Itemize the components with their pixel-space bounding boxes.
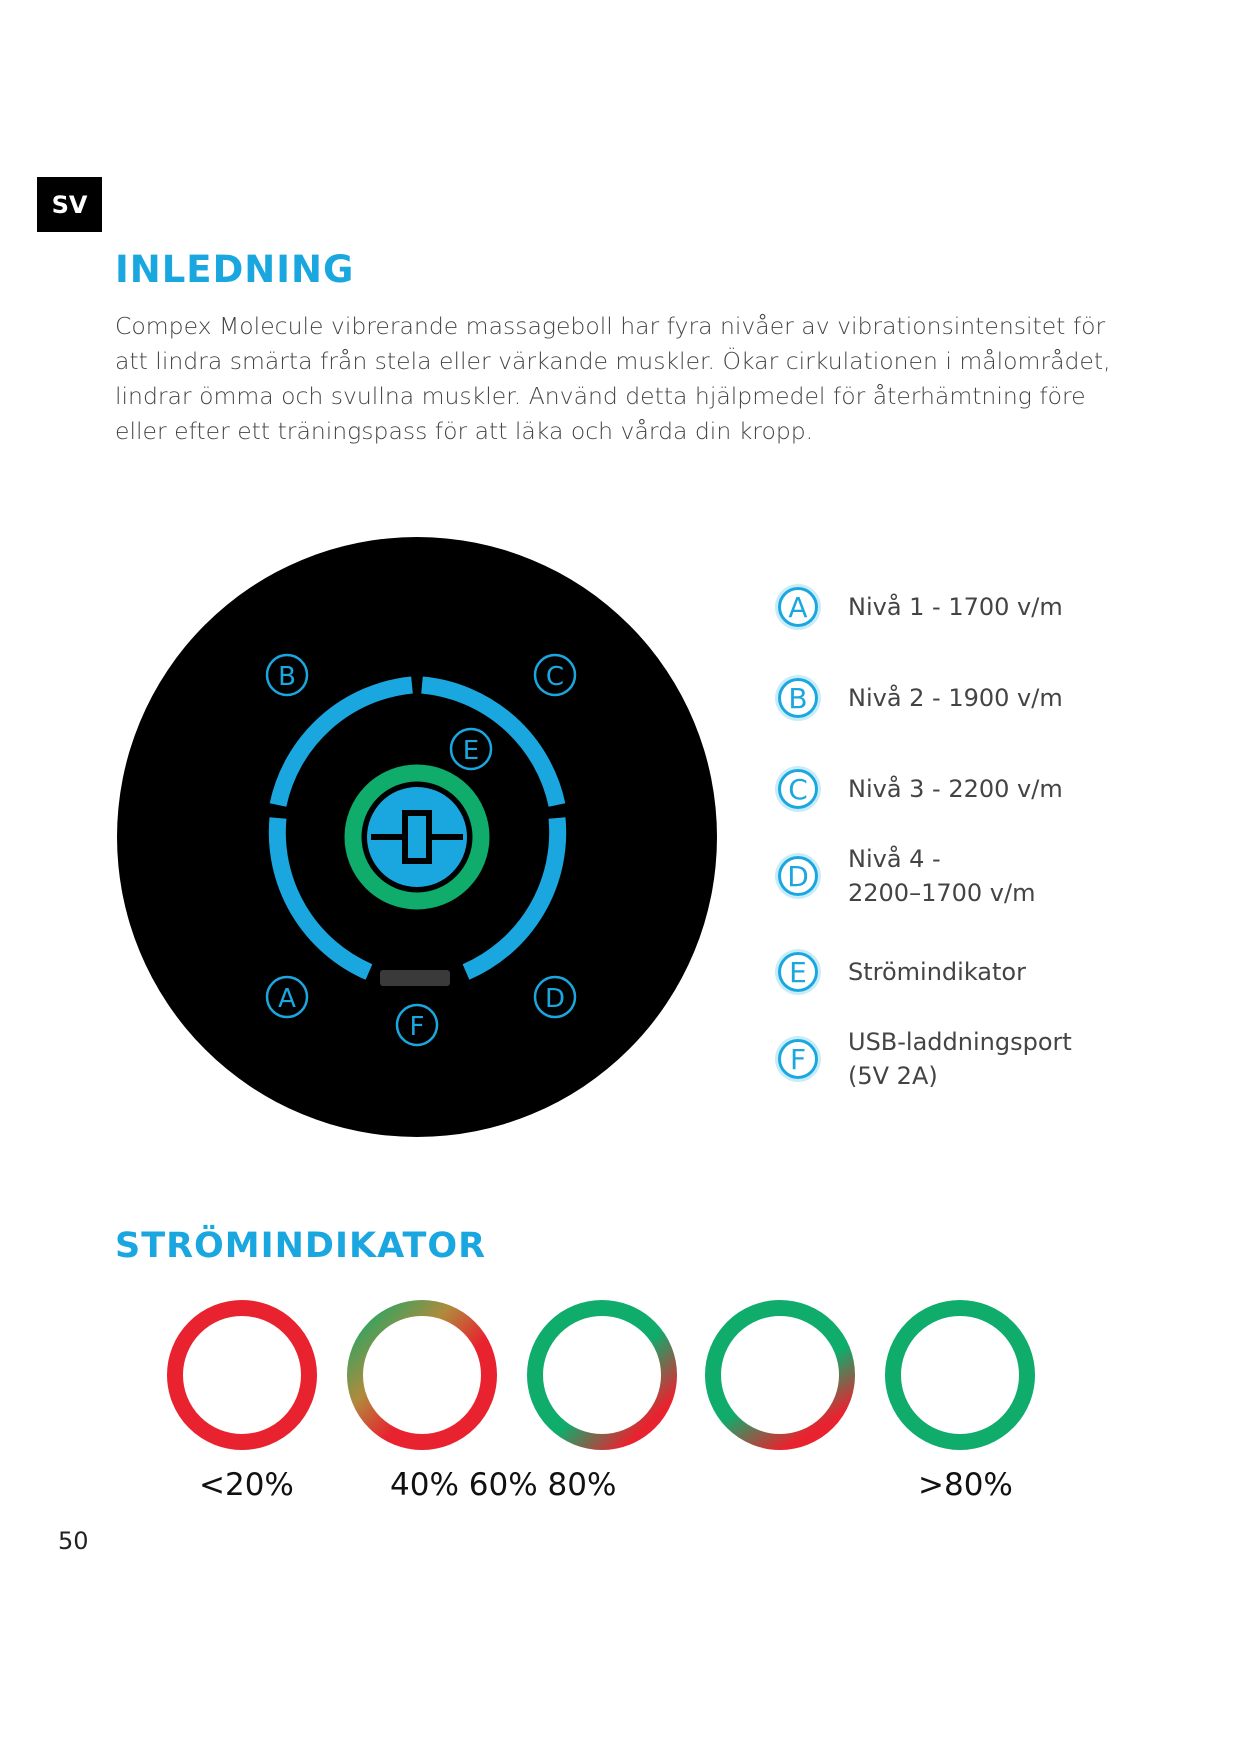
usb-port bbox=[380, 970, 450, 986]
legend-text-c: Nivå 3 - 2200 v/m bbox=[848, 775, 1063, 803]
legend-text-b: Nivå 2 - 1900 v/m bbox=[848, 684, 1063, 712]
svg-text:C: C bbox=[545, 662, 565, 692]
ring-80 bbox=[713, 1308, 847, 1442]
ring-40 bbox=[355, 1308, 489, 1442]
ring-60 bbox=[535, 1308, 669, 1442]
legend-badge-b: B bbox=[778, 678, 818, 718]
ring-below-20 bbox=[175, 1308, 309, 1442]
svg-text:E: E bbox=[462, 736, 480, 766]
page-number: 50 bbox=[58, 1527, 89, 1555]
legend-item-c bbox=[778, 769, 1063, 809]
language-tab: SV bbox=[37, 177, 102, 232]
legend-item-d bbox=[778, 842, 1035, 910]
legend-badge-c: C bbox=[778, 769, 818, 809]
ring-above-80 bbox=[893, 1308, 1027, 1442]
legend-badge-e: E bbox=[778, 952, 818, 992]
ring-label-below-20: <20% bbox=[199, 1467, 294, 1503]
legend-item-b bbox=[778, 678, 1063, 718]
legend-text-a: Nivå 1 - 1700 v/m bbox=[848, 593, 1063, 621]
legend-item-a bbox=[778, 587, 1063, 627]
legend-badge-f: F bbox=[778, 1039, 818, 1079]
legend-badge-d: D bbox=[778, 856, 818, 896]
intro-paragraph: Compex Molecule vibrerande massageboll har fyra nivåer av vibrationsintensitet för att lindra smärta från stela eller värkande muskler. Ökar cirkulationen i målområdet, lindrar ömma och svullna muskler. Använd detta hjälpmedel för återhämtning före eller efter ett träningspass för att läka och vårda din kropp. bbox=[115, 312, 1111, 445]
svg-text:D: D bbox=[544, 984, 566, 1014]
legend-text-f: USB-laddningsport (5V 2A) bbox=[848, 1028, 1072, 1090]
section-title-power-indicator: STRÖMINDIKATOR bbox=[115, 1226, 487, 1266]
legend bbox=[778, 570, 1178, 1130]
power-indicator-rings bbox=[160, 1290, 1060, 1460]
ring-label-above-80: >80% bbox=[918, 1467, 1013, 1503]
legend-item-f bbox=[778, 1025, 1072, 1093]
svg-text:A: A bbox=[278, 984, 296, 1014]
svg-text:B: B bbox=[278, 662, 296, 692]
device-illustration bbox=[115, 535, 720, 1140]
ring-label-40-60-80: 40% 60% 80% bbox=[390, 1467, 617, 1503]
legend-item-e bbox=[778, 952, 1026, 992]
svg-text:F: F bbox=[409, 1012, 425, 1042]
legend-text-d: Nivå 4 - 2200–1700 v/m bbox=[848, 845, 1036, 907]
legend-text-e: Strömindikator bbox=[848, 958, 1026, 986]
legend-badge-a: A bbox=[778, 587, 818, 627]
section-title-intro: INLEDNING bbox=[115, 248, 355, 291]
